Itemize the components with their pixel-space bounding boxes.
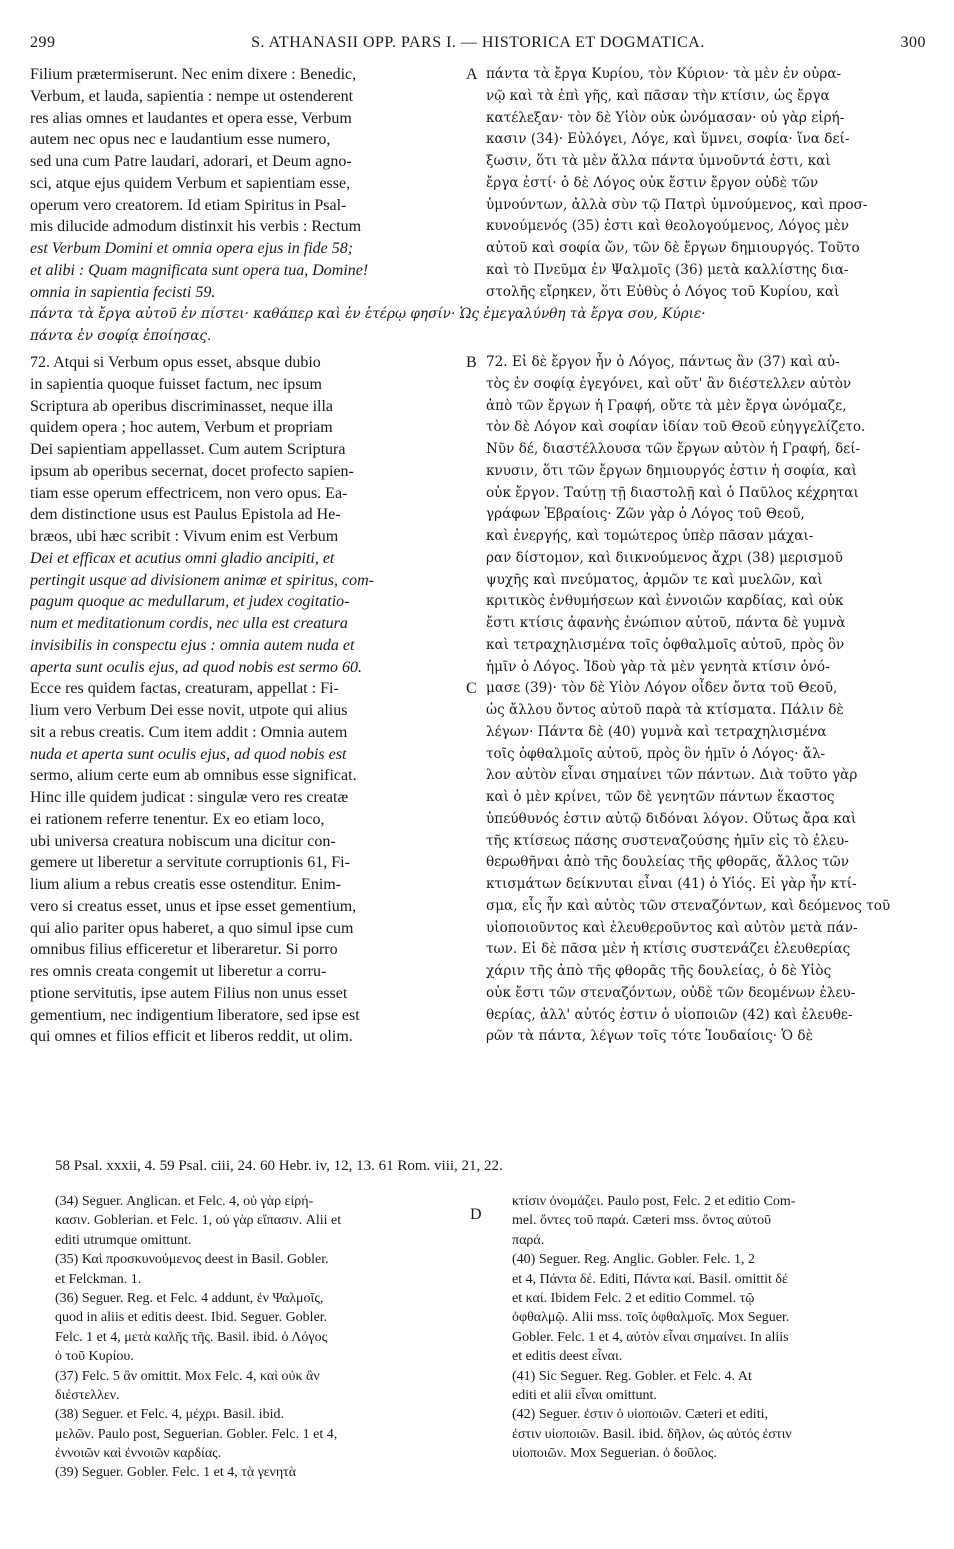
- latin-line: ei rationem referre tenentur. Ex eo etiam loco,: [30, 810, 325, 828]
- latin-line: lium alium a rebus creatis esse ostenditur. Enim-: [30, 876, 342, 893]
- latin-line: Ecce res quidem factas, creaturam, appellat : Fi-: [30, 680, 339, 698]
- footnote-line: editi et alii εἶναι omittunt.: [512, 1387, 657, 1403]
- latin-line: nuda et aperta sunt oculis ejus, ad quod nobis est: [30, 745, 347, 763]
- greek-line: χάριν τῆς ἀπὸ τῆς φθορᾶς τῆς δουλείας, ὁ δὲ Υἱὸς: [486, 963, 832, 979]
- greek-line: θερίας, ἀλλ' αὐτός ἐστιν ὁ υἱοποιῶν (42) καὶ ἐλευθε-: [486, 1006, 853, 1023]
- greek-line: λον αὐτὸν εἶναι σημαίνει τῶν πάντων. Διὰ τοῦτο γὰρ: [486, 767, 858, 784]
- footnote-line: κτίσιν ὀνομάζει. Paulo post, Felc. 2 et editio Com-: [512, 1194, 796, 1209]
- latin-line: sci, atque ejus quidem Verbum et sapientiam esse,: [30, 174, 351, 192]
- greek-line: τὸς ἐν σοφίᾳ ἐγεγόνει, καὶ οὔτ' ἂν διέστελλεν αὐτὸν: [486, 375, 852, 392]
- latin-line: Hinc ille quidem judicat : singulæ vero res creatæ: [30, 789, 349, 806]
- greek-line: κυνούμενός (35) ἐστι καὶ θεολογούμενος, Λόγος μὲν: [486, 218, 850, 235]
- latin-line: tiam esse operum effectricem, non vero opus. Ea-: [30, 484, 348, 502]
- greek-line: ὑπεύθυνός ἐστιν αὐτῷ διδόναι λόγον. Οὕτως ἄρα καὶ: [486, 810, 857, 827]
- footnote-line: ὀφθαλμῷ. Alii mss. τοῖς ὀφθαλμοῖς. Mox Seguer.: [512, 1310, 790, 1326]
- page-number-left: 299: [30, 34, 56, 51]
- footnote-line: (36) Seguer. Reg. et Felc. 4 addunt, ἐν Ψαλμοῖς,: [55, 1290, 324, 1306]
- greek-line: ἔστι κτίσις ἀφανὴς ἐνώπιον αὐτοῦ, πάντα δὲ γυμνὰ: [486, 615, 846, 631]
- footnote-line: (35) Καὶ προσκυνούμενος deest in Basil. Gobler.: [55, 1252, 329, 1268]
- latin-line: mis dilucide admodum distinxit his verbis : Rectum: [30, 218, 362, 236]
- greek-line: ξωσιν, ὅτι τὰ μὲν ἄλλα πάντα ὑμνοῦντά ἐστι, καὶ: [486, 153, 831, 169]
- margin-marker-a: A: [466, 66, 478, 83]
- footnote-line: ἐννοιῶν καὶ ἐννοιῶν καρδίας.: [55, 1446, 222, 1462]
- greek-line: ἀπὸ τῶν ἔργων ἡ Γραφή, οὔτε τὰ μὲν ἔργα ὠνόμαζε,: [486, 397, 847, 414]
- scripture-references: 58 Psal. xxxii, 4. 59 Psal. ciii, 24. 60 Hebr. iv, 12, 13. 61 Rom. viii, 21, 22.: [55, 1158, 503, 1174]
- running-title: S. ATHANASII OPP. PARS I. — HISTORICA ET DOGMATICA.: [251, 34, 705, 51]
- greek-line: θερωθῆναι ἀπὸ τῆς δουλείας τῆς φθορᾶς, ἄλλος τῶν: [486, 854, 849, 871]
- greek-line: ἡμῖν ὁ Λόγος. Ἰδοὺ γὰρ τὰ μὲν γενητὰ κτίσιν ὀνό-: [486, 658, 830, 675]
- greek-line: στολῆς εἴρηκεν, ὅτι Εὐθὺς ὁ Λόγος τοῦ Κυρίου, καὶ: [486, 283, 840, 300]
- page-number-right: 300: [900, 34, 926, 51]
- greek-line: λέγων· Πάντα δὲ (40) γυμνὰ καὶ τετραχηλισμένα: [486, 723, 827, 740]
- greek-line: ὡς ἄλλου ὄντος αὐτοῦ παρὰ τὰ κτίσματα. Πάλιν δὲ: [486, 702, 844, 718]
- greek-column-lower: [486, 352, 926, 1048]
- footnote-line: Felc. 1 et 4, μετὰ καλῆς τῆς. Basil. ibid. ὁ Λόγος: [55, 1329, 328, 1345]
- latin-line: invisibilis in conspectu ejus : omnia autem nuda et: [30, 636, 355, 654]
- latin-line: et alibi : Quam magnificata sunt opera tua, Domine!: [30, 261, 369, 279]
- greek-line: καὶ τὸ Πνεῦμα ἐν Ψαλμοῖς (36) μετὰ καλλίστης δια-: [486, 261, 849, 278]
- latin-line: Verbum, et lauda, sapientia : nempe ut ostenderent: [30, 87, 354, 105]
- margin-marker-c: C: [466, 680, 477, 697]
- greek-line: ρῶν τὰ πάντα, λέγων τοῖς τότε Ἰουδαίοις· Ὁ δὲ: [486, 1028, 813, 1045]
- greek-line: ψυχῆς καὶ πνεύματος, ἁρμῶν τε καὶ μυελῶν, καὶ: [486, 571, 823, 588]
- latin-line: Filium prætermiserunt. Nec enim dixere : Benedic,: [30, 66, 357, 83]
- greek-line: ἔργα ἐστί· ὁ δὲ Λόγος οὐκ ἔστιν ἔργον οὐδὲ τῶν: [486, 174, 819, 191]
- greek-line: ὑμνούντων, ἀλλὰ σὺν τῷ Πατρὶ ὑμνούμενος, καὶ προσ-: [486, 196, 868, 213]
- latin-line: bræos, ubi hæc scribit : Vivum enim est Verbum: [30, 528, 339, 545]
- latin-line: ptione servitutis, ipse autem Filius non unus esset: [30, 984, 348, 1002]
- footnote-line: υἱοποιῶν. Mox Seguerian. ὁ δοῦλος.: [512, 1446, 717, 1462]
- footnote-line: (38) Seguer. et Felc. 4, μέχρι. Basil. ibid.: [55, 1407, 285, 1423]
- greek-line: μασε (39)· τὸν δὲ Υἱὸν Λόγον οἶδεν ὄντα τοῦ Θεοῦ,: [486, 680, 838, 697]
- footnote-line: ὁ τοῦ Κυρίου.: [55, 1349, 134, 1365]
- latin-line: quidem opera ; hoc autem, Verbum et propriam: [30, 419, 333, 437]
- greek-line: οὐκ ἔστι τῶν στεναζόντων, οὐδὲ τῶν δεομένων ἐλευ-: [486, 984, 856, 1001]
- greek-column-upper: [486, 64, 926, 303]
- footnote-line: et καί. Ibidem Felc. 2 et editio Commel. τῷ: [512, 1290, 755, 1306]
- latin-line: res alias omnes et laudantes et opera esse, Verbum: [30, 109, 352, 127]
- footnote-line: (37) Felc. 5 ἂν omittit. Mox Felc. 4, καὶ οὐκ ἂν: [55, 1368, 320, 1384]
- latin-line: gementium, nec indigentium liberatore, sed ipse est: [30, 1006, 360, 1024]
- greek-line: αὐτοῦ καὶ σοφία ὤν, τῶν δὲ ἔργων δημιουργός. Τοῦτο: [486, 240, 860, 256]
- greek-line: κνυσιν, ὅτι τῶν ἔργων δημιουργός ἐστιν ἡ σοφία, καὶ: [486, 462, 857, 479]
- greek-line: τῆς κτίσεως πάσης συστεναζούσης ἡμῖν εἰς τὸ ἐλευ-: [486, 832, 849, 849]
- footnote-line: διέστελλεν.: [55, 1387, 120, 1403]
- page-header: [30, 34, 926, 54]
- footnote-line: (39) Seguer. Gobler. Felc. 1 et 4, τὰ γενητὰ: [55, 1465, 297, 1481]
- latin-line: in sapientia quoque fuisset factum, nec ipsum: [30, 375, 322, 393]
- latin-line: est Verbum Domini et omnia opera ejus in fide 58;: [30, 240, 354, 257]
- footnote-line: μελῶν. Paulo post, Seguerian. Gobler. Felc. 1 et 4,: [55, 1426, 338, 1442]
- greek-line: πάντα τὰ ἔργα Κυρίου, τὸν Κύριον· τὰ μὲν ἐν οὐρα-: [486, 66, 842, 82]
- latin-line: gemere ut liberetur a servitute corruptionis 61, Fi-: [30, 854, 350, 872]
- latin-line: Scriptura ab operibus discriminasset, neque illa: [30, 397, 334, 415]
- greek-line: καὶ τετραχηλισμένα τοῖς ὀφθαλμοῖς αὐτοῦ, πρὸς ὃν: [486, 636, 845, 653]
- greek-line: καὶ ἐνεργής, καὶ τομώτερος ὑπὲρ πᾶσαν μάχαι-: [486, 528, 814, 544]
- greek-line: τὸν δὲ Λόγον καὶ σοφίαν ἰδίαν τοῦ Θεοῦ εὐηγγελίζετο.: [486, 419, 866, 436]
- greek-line: ραν δίστομον, καὶ διικνούμενος ἄχρι (38) μερισμοῦ: [486, 549, 843, 566]
- footnote-line: et 4, Πάντα δέ. Editi, Πάντα καί. Basil. omittit δέ: [512, 1271, 788, 1287]
- latin-column-lower: [30, 352, 462, 1048]
- footnote-line: (42) Seguer. ἐστιν ὁ υἱοποιῶν. Cæteri et editi,: [512, 1407, 768, 1423]
- greek-line: κασιν (34)· Εὐλόγει, Λόγε, καὶ ὕμνει, σοφία· ἵνα δεί-: [486, 131, 850, 148]
- footnote-line: (41) Sic Seguer. Reg. Gobler. et Felc. 4. At: [512, 1368, 752, 1384]
- latin-line: operum vero creatorem. Id etiam Spiritus in Psal-: [30, 196, 347, 214]
- footnote-line: (34) Seguer. Anglican. et Felc. 4, οὐ γὰρ εἰρή-: [55, 1194, 314, 1209]
- greek-line: γράφων Ἑβραίοις· Ζῶν γὰρ ὁ Λόγος τοῦ Θεοῦ,: [486, 506, 805, 523]
- footnote-line: παρά.: [512, 1232, 545, 1248]
- footnotes-left: [55, 1192, 465, 1483]
- greek-line: τοῖς ὀφθαλμοῖς αὐτοῦ, πρὸς ὃν ἡμῖν ὁ Λόγος· ἄλ-: [486, 745, 826, 762]
- footnote-line: et Felckman. 1.: [55, 1271, 142, 1287]
- greek-line: υἱοποιοῦντος καὶ ἐλευθεροῦντος καὶ αὐτὸν μετὰ πάν-: [486, 919, 858, 936]
- latin-line: omnia in sapientia fecisti 59.: [30, 283, 216, 301]
- footnote-line: κασιν. Goblerian. et Felc. 1, οὐ γὰρ εἴπασιν. Alii et: [55, 1213, 342, 1229]
- greek-line: Νῦν δέ, διαστέλλουσα τῶν ἔργων αὐτὸν ἡ Γραφή, δεί-: [486, 441, 861, 457]
- latin-line: qui omnes et filios efficit et liberos reddit, ut olim.: [30, 1028, 353, 1046]
- footnote-line: (40) Seguer. Reg. Anglic. Gobler. Felc. 1, 2: [512, 1252, 756, 1268]
- footnote-line: et editis deest εἶναι.: [512, 1349, 623, 1365]
- greek-span-line: πάντα ἐν σοφίᾳ ἐποίησας.: [30, 328, 212, 344]
- latin-column-upper: [30, 64, 462, 303]
- latin-line: num et meditationum cordis, nec ulla est creatura: [30, 615, 348, 632]
- latin-line: pertingit usque ad divisionem animæ et spiritus, com-: [30, 571, 374, 589]
- greek-line: κτισμάτων δείκνυται εἶναι (41) ὁ Υἱός. Εἰ γὰρ ἦν κτί-: [486, 876, 857, 892]
- latin-line: dem distinctione usus est Paulus Epistola ad He-: [30, 506, 341, 524]
- latin-line: aperta sunt oculis ejus, ad quod nobis est sermo 60.: [30, 658, 362, 676]
- latin-line: qui alio pariter opus haberet, a quo simul ipse cum: [30, 919, 354, 937]
- latin-line: 72. Atqui si Verbum opus esset, absque dubio: [30, 354, 321, 371]
- greek-line: κατέλεξαν· τὸν δὲ Υἱὸν οὐκ ὠνόμασαν· οὐ γὰρ εἰρή-: [486, 109, 845, 126]
- latin-line: lium vero Verbum Dei esse novit, utpote qui alius: [30, 702, 348, 719]
- footnote-line: Gobler. Felc. 1 et 4, αὐτὸν εἶναι σημαίνει. In aliis: [512, 1329, 789, 1345]
- footnote-line: editi utrumque omittunt.: [55, 1232, 192, 1248]
- margin-marker-d: D: [470, 1206, 482, 1223]
- margin-marker-b: B: [466, 354, 477, 371]
- latin-line: vero si creatus esset, unus et ipse esset gementium,: [30, 897, 357, 915]
- greek-span-line: πάντα τὰ ἔργα αὐτοῦ ἐν πίστει· καθάπερ καὶ ἐν ἑτέρῳ φησίν· Ὡς ἐμεγαλύνθη τὰ ἔργα σου, Κύριε·: [30, 306, 706, 322]
- latin-line: pagum quoque ac medullarum, et judex cogitatio-: [30, 593, 350, 611]
- footnotes-right: [512, 1192, 922, 1463]
- footnote-line: quod in aliis et editis deest. Ibid. Seguer. Gobler.: [55, 1310, 328, 1326]
- greek-line: κριτικὸς ἐνθυμήσεων καὶ ἐννοιῶν καρδίας, καὶ οὐκ: [486, 593, 844, 610]
- greek-line: οὐκ ἔργον. Ταύτῃ τῇ διαστολῇ καὶ ὁ Παῦλος κέχρηται: [486, 484, 859, 501]
- greek-line: σμα, εἷς ἦν καὶ αὐτὸς τῶν στεναζόντων, καὶ δεόμενος τοῦ: [486, 897, 891, 914]
- latin-line: sit a rebus creatis. Cum item addit : Omnia autem: [30, 723, 348, 741]
- latin-line: autem nec opus nec e laudantium esse numero,: [30, 131, 331, 149]
- latin-line: sermo, alium certe eum ab omnibus esse significat.: [30, 767, 357, 785]
- latin-line: Dei et efficax et acutius omni gladio ancipiti, et: [30, 549, 335, 567]
- latin-line: ipsum ab operibus secernat, docet profecto sapien-: [30, 462, 354, 480]
- greek-line: νῷ καὶ τὰ ἐπὶ γῆς, καὶ πᾶσαν τὴν κτίσιν, ὡς ἔργα: [486, 87, 830, 104]
- latin-line: ubi universa creatura nobiscum una dicitur con-: [30, 832, 336, 850]
- greek-line: 72. Εἰ δὲ ἔργον ἦν ὁ Λόγος, πάντως ἂν (37) καὶ αὐ-: [486, 354, 840, 370]
- latin-line: Dei sapientiam appellasset. Cum autem Scriptura: [30, 441, 346, 458]
- latin-line: omnibus filius efficeretur et liberaretur. Si porro: [30, 941, 338, 959]
- latin-line: sed una cum Patre laudari, adorari, et Deum agno-: [30, 153, 352, 170]
- footnote-line: ἐστιν υἱοποιῶν. Basil. ibid. δῆλον, ὡς αὐτός ἐστιν: [512, 1426, 792, 1442]
- greek-line: των. Εἰ δὲ πᾶσα μὲν ἡ κτίσις συστενάζει ἐλευθερίας: [486, 941, 851, 958]
- greek-line: καὶ ὁ μὲν κρίνει, τῶν δὲ γενητῶν πάντων ἕκαστος: [486, 789, 835, 805]
- footnote-line: mel. ὄντες τοῦ παρά. Cæteri mss. ὄντος αὐτοῦ: [512, 1213, 772, 1229]
- latin-line: res omnis creata congemit ut liberetur a corru-: [30, 963, 327, 980]
